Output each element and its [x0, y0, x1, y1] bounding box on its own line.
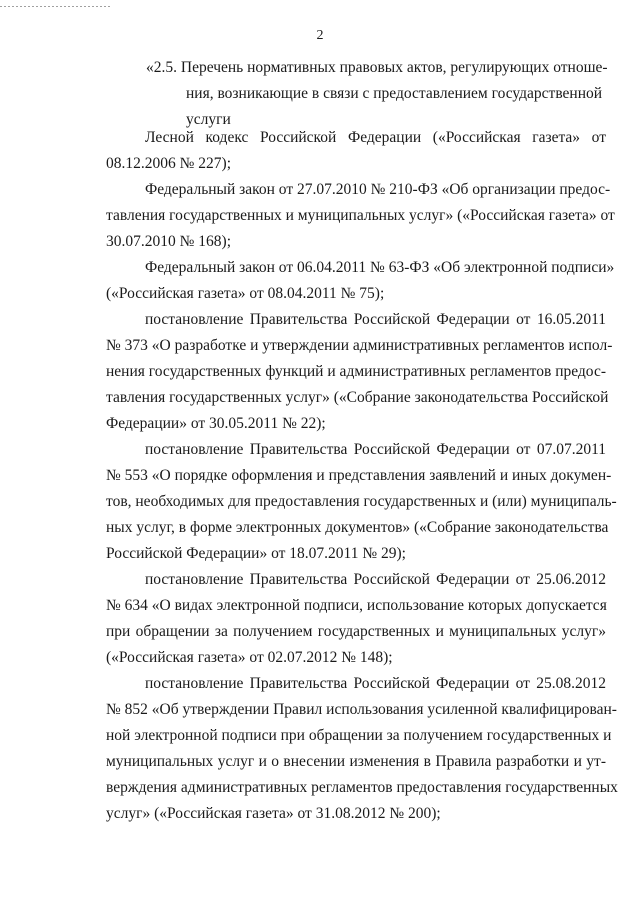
paragraph-line: постановление Правительства Российской Федерации от 07.07.2011 [145, 441, 606, 458]
paragraph-line: тавления государственных и муниципальных услуг» («Российская газета» от [106, 207, 615, 224]
paragraph-line: Лесной кодекс Российской Федерации («Российская газета» от [145, 129, 606, 146]
paragraph-resolution-553 [106, 437, 617, 567]
paragraph-line: при обращении за получением государственных и муниципальных услуг» [106, 623, 606, 640]
paragraph-line: нения государственных функций и административных регламентов предос- [106, 363, 606, 380]
paragraph-line: № 553 «О порядке оформления и представления заявлений и иных докумен- [106, 467, 612, 484]
scan-artifact [0, 6, 110, 8]
paragraph-line: ных услуг, в форме электронных документов» («Собрание законодательства [106, 519, 609, 536]
paragraph-line: № 852 «Об утверждении Правил использования усиленной квалифицирован- [106, 701, 617, 718]
paragraph-line: тов, необходимых для предоставления государственных и (или) муниципаль- [106, 493, 617, 510]
paragraph-resolution-634 [106, 567, 606, 671]
section-heading [146, 55, 608, 133]
paragraph-resolution-852 [106, 671, 618, 827]
paragraph-line: 08.12.2006 № 227); [106, 155, 232, 172]
paragraph-line: Федерации» от 30.05.2011 № 22); [106, 415, 326, 432]
paragraph-line: тавления государственных услуг» («Собрание законодательства Российской [106, 389, 609, 406]
heading-line: ния, возникающие в связи с предоставлением государственной [186, 85, 603, 102]
paragraph-resolution-373 [106, 307, 613, 437]
paragraph-forest-code [106, 125, 606, 177]
paragraph-line: постановление Правительства Российской Федерации от 16.05.2011 [145, 311, 606, 328]
paragraph-line: верждения административных регламентов предоставления государственных [106, 779, 618, 796]
paragraph-line: постановление Правительства Российской Федерации от 25.06.2012 [145, 571, 606, 588]
paragraph-line: постановление Правительства Российской Федерации от 25.08.2012 [145, 675, 606, 692]
page-number: 2 [316, 28, 324, 43]
paragraph-line: 30.07.2010 № 168); [106, 233, 232, 250]
paragraph-law-210 [106, 177, 615, 255]
heading-line: «2.5. Перечень нормативных правовых актов, регулирующих отноше- [146, 59, 608, 76]
paragraph-line: № 634 «О видах электронной подписи, использование которых допускается [106, 597, 607, 614]
paragraph-line: («Российская газета» от 08.04.2011 № 75); [106, 285, 385, 302]
heading-line: услуги [186, 111, 231, 128]
paragraph-line: ной электронной подписи при обращении за получением государственных и [106, 727, 612, 744]
paragraph-law-63 [106, 255, 615, 307]
paragraph-line: муниципальных услуг и о внесении изменения в Правила разработки и ут- [106, 753, 606, 770]
paragraph-line: услуг» («Российская газета» от 31.08.2012 № 200); [106, 805, 441, 822]
paragraph-line: № 373 «О разработке и утверждении административных регламентов испол- [106, 337, 613, 354]
paragraph-line: Российской Федерации» от 18.07.2011 № 29); [106, 545, 406, 562]
paragraph-line: («Российская газета» от 02.07.2012 № 148); [106, 649, 393, 666]
paragraph-line: Федеральный закон от 27.07.2010 № 210-ФЗ «Об организации предос- [145, 181, 611, 198]
paragraph-line: Федеральный закон от 06.04.2011 № 63-ФЗ «Об электронной подписи» [145, 259, 615, 276]
